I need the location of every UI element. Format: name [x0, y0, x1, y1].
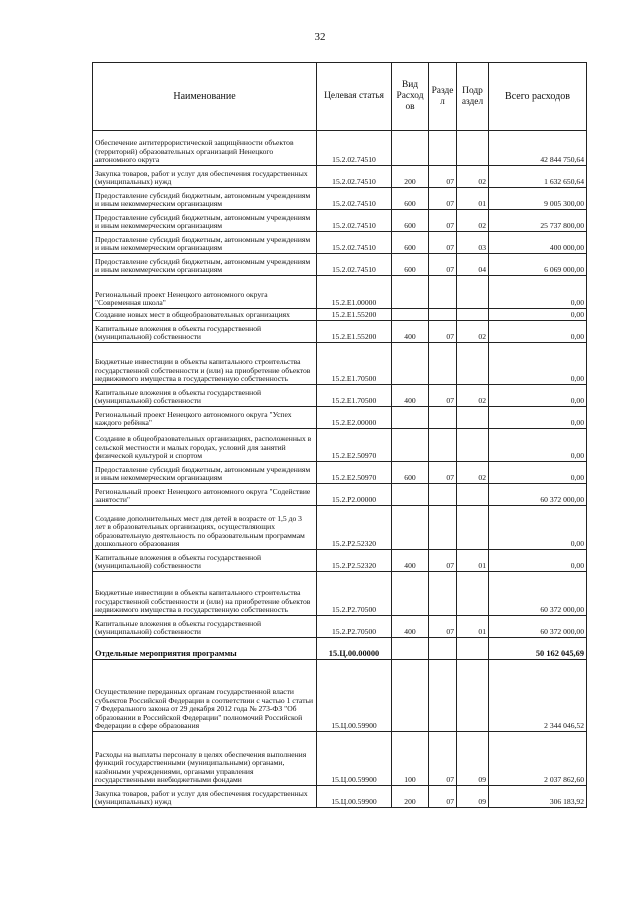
- table-row: [93, 660, 587, 732]
- table-row: [93, 506, 587, 550]
- row-podrazdel: 09: [457, 732, 489, 786]
- row-vid: [392, 309, 429, 321]
- row-vid: [392, 276, 429, 309]
- row-vid: 600: [392, 254, 429, 276]
- table-row: [93, 309, 587, 321]
- row-code: 15.2.02.74510: [317, 210, 392, 232]
- row-razdel: 07: [429, 254, 457, 276]
- row-razdel: 07: [429, 166, 457, 188]
- table-row: [93, 407, 587, 429]
- row-name: Предоставление субсидий бюджетным, автономным учреждениям и иным некоммерческим организациям: [93, 232, 317, 254]
- row-name: Бюджетные инвестиции в объекты капитального строительства государственной собственности и (или) на приобретение объектов недвижимого имущества в государственную собственность: [93, 572, 317, 616]
- row-razdel: 07: [429, 385, 457, 407]
- row-razdel: [429, 309, 457, 321]
- table-row: [93, 276, 587, 309]
- row-total: 60 372 000,00: [489, 616, 587, 638]
- row-podrazdel: [457, 276, 489, 309]
- row-total: 2 344 046,52: [489, 660, 587, 732]
- row-razdel: 07: [429, 550, 457, 572]
- table-row: [93, 616, 587, 638]
- table-row: [93, 786, 587, 808]
- row-name: Бюджетные инвестиции в объекты капитального строительства государственной собственности и (или) на приобретение объектов недвижимого имущества в государственную собственность: [93, 343, 317, 385]
- row-razdel: 07: [429, 786, 457, 808]
- table-row: [93, 254, 587, 276]
- table-header-row: [93, 63, 587, 131]
- row-code: 15.Ц.00.59900: [317, 660, 392, 732]
- row-name: Капитальные вложения в объекты государственной (муниципальной) собственности: [93, 550, 317, 572]
- row-code: 15.Ц.00.00000: [317, 638, 392, 660]
- row-podrazdel: 02: [457, 166, 489, 188]
- row-code: 15.2.02.74510: [317, 188, 392, 210]
- row-code: 15.Ц.00.59900: [317, 786, 392, 808]
- row-name: Региональный проект Ненецкого автономного округа "Современная школа": [93, 276, 317, 309]
- table-row: [93, 385, 587, 407]
- row-podrazdel: [457, 309, 489, 321]
- table-row: [93, 131, 587, 166]
- table-row: [93, 484, 587, 506]
- row-name: Отдельные мероприятия программы: [93, 638, 317, 660]
- row-razdel: [429, 343, 457, 385]
- row-total: 0,00: [489, 343, 587, 385]
- row-name: Создание новых мест в общеобразовательных организациях: [93, 309, 317, 321]
- row-vid: 200: [392, 786, 429, 808]
- row-podrazdel: [457, 506, 489, 550]
- row-total: 0,00: [489, 407, 587, 429]
- row-total: 42 844 750,64: [489, 131, 587, 166]
- row-total: 50 162 045,69: [489, 638, 587, 660]
- row-razdel: [429, 660, 457, 732]
- row-total: 60 372 000,00: [489, 572, 587, 616]
- row-podrazdel: 02: [457, 462, 489, 484]
- table-row: [93, 550, 587, 572]
- table-row: [93, 429, 587, 462]
- row-total: 0,00: [489, 550, 587, 572]
- row-name: Капитальные вложения в объекты государственной (муниципальной) собственности: [93, 616, 317, 638]
- row-podrazdel: 01: [457, 188, 489, 210]
- row-name: Осуществление переданных органам государственной власти субъектов Российской Федерации в соответствии с частью 1 статьи 7 Федерального закона от 29 декабря 2012 года № 273-ФЗ "Об образовании в Российской Федерации" полномочий Российской Федерации в сфере образования: [93, 660, 317, 732]
- row-code: 15.2.Е1.70500: [317, 343, 392, 385]
- row-vid: [392, 484, 429, 506]
- row-vid: [392, 343, 429, 385]
- row-total: 9 005 300,00: [489, 188, 587, 210]
- row-total: 2 037 862,60: [489, 732, 587, 786]
- row-name: Расходы на выплаты персоналу в целях обеспечения выполнения функций государственными (муниципальными) органами, казёнными учреждениями, органами управления государственными внебюджетными фондами: [93, 732, 317, 786]
- row-razdel: [429, 638, 457, 660]
- row-name: Предоставление субсидий бюджетным, автономным учреждениям и иным некоммерческим организациям: [93, 210, 317, 232]
- row-total: 0,00: [489, 506, 587, 550]
- row-code: 15.2.Е2.00000: [317, 407, 392, 429]
- row-name: Предоставление субсидий бюджетным, автономным учреждениям и иным некоммерческим организациям: [93, 462, 317, 484]
- row-podrazdel: 02: [457, 321, 489, 343]
- row-name: Региональный проект Ненецкого автономного округа "Содействие занятости": [93, 484, 317, 506]
- table-body: [93, 131, 587, 808]
- row-podrazdel: 09: [457, 786, 489, 808]
- row-razdel: 07: [429, 616, 457, 638]
- row-razdel: [429, 429, 457, 462]
- row-vid: 600: [392, 462, 429, 484]
- header-name: Наименование: [93, 63, 317, 131]
- row-name: Создание в общеобразовательных организациях, расположенных в сельской местности и малых городах, условий для занятий физической культурой и спортом: [93, 429, 317, 462]
- row-name: Предоставление субсидий бюджетным, автономным учреждениям и иным некоммерческим организациям: [93, 188, 317, 210]
- row-total: 400 000,00: [489, 232, 587, 254]
- row-podrazdel: [457, 343, 489, 385]
- row-razdel: [429, 506, 457, 550]
- row-name: Капитальные вложения в объекты государственной (муниципальной) собственности: [93, 385, 317, 407]
- row-podrazdel: [457, 429, 489, 462]
- row-vid: 200: [392, 166, 429, 188]
- header-code: Целевая статья: [317, 63, 392, 131]
- table-row: [93, 462, 587, 484]
- row-code: 15.2.02.74510: [317, 254, 392, 276]
- row-code: 15.2.Е1.00000: [317, 276, 392, 309]
- row-razdel: [429, 572, 457, 616]
- row-total: 0,00: [489, 309, 587, 321]
- row-total: 0,00: [489, 462, 587, 484]
- row-vid: 100: [392, 732, 429, 786]
- row-vid: [392, 572, 429, 616]
- table-row: [93, 638, 587, 660]
- row-podrazdel: 01: [457, 550, 489, 572]
- table-row: [93, 572, 587, 616]
- row-vid: 600: [392, 210, 429, 232]
- row-podrazdel: 01: [457, 616, 489, 638]
- row-total: 0,00: [489, 276, 587, 309]
- table-row: [93, 166, 587, 188]
- header-total: Всего расходов: [489, 63, 587, 131]
- table-row: [93, 210, 587, 232]
- table-row: [93, 188, 587, 210]
- row-vid: 400: [392, 550, 429, 572]
- row-code: 15.2.Р2.70500: [317, 572, 392, 616]
- page-number: 32: [314, 31, 326, 43]
- row-total: 60 372 000,00: [489, 484, 587, 506]
- header-vid: Вид Расход ов: [392, 63, 429, 131]
- expenditure-table: [92, 62, 587, 808]
- row-code: 15.2.Р2.70500: [317, 616, 392, 638]
- row-vid: [392, 660, 429, 732]
- table-row: [93, 343, 587, 385]
- row-name: Закупка товаров, работ и услуг для обеспечения государственных (муниципальных) нужд: [93, 786, 317, 808]
- row-vid: [392, 638, 429, 660]
- header-podrazdel: Подр аздел: [457, 63, 489, 131]
- row-name: Закупка товаров, работ и услуг для обеспечения государственных (муниципальных) нужд: [93, 166, 317, 188]
- row-total: 0,00: [489, 429, 587, 462]
- row-total: 306 183,92: [489, 786, 587, 808]
- row-total: 0,00: [489, 385, 587, 407]
- row-code: 15.2.Е2.50970: [317, 429, 392, 462]
- row-podrazdel: [457, 484, 489, 506]
- row-total: 25 737 800,00: [489, 210, 587, 232]
- row-vid: [392, 506, 429, 550]
- row-code: 15.2.Р2.52320: [317, 550, 392, 572]
- row-razdel: [429, 276, 457, 309]
- row-podrazdel: [457, 660, 489, 732]
- row-total: 6 069 000,00: [489, 254, 587, 276]
- row-razdel: 07: [429, 210, 457, 232]
- table-row: [93, 232, 587, 254]
- row-razdel: [429, 484, 457, 506]
- header-razdel: Разде л: [429, 63, 457, 131]
- row-name: Региональный проект Ненецкого автономного округа "Успех каждого ребёнка": [93, 407, 317, 429]
- row-name: Обеспечение антитеррористической защищённости объектов (территорий) образовательных организаций Ненецкого автономного округа: [93, 131, 317, 166]
- row-podrazdel: [457, 638, 489, 660]
- row-razdel: [429, 407, 457, 429]
- row-razdel: 07: [429, 321, 457, 343]
- row-vid: 600: [392, 188, 429, 210]
- row-name: Предоставление субсидий бюджетным, автономным учреждениям и иным некоммерческим организациям: [93, 254, 317, 276]
- row-code: 15.Ц.00.59900: [317, 732, 392, 786]
- table-row: [93, 321, 587, 343]
- row-podrazdel: 02: [457, 385, 489, 407]
- row-podrazdel: 03: [457, 232, 489, 254]
- row-vid: [392, 407, 429, 429]
- row-code: 15.2.Е1.55200: [317, 321, 392, 343]
- row-total: 0,00: [489, 321, 587, 343]
- row-razdel: [429, 131, 457, 166]
- row-code: 15.2.02.74510: [317, 131, 392, 166]
- row-code: 15.2.Р2.52320: [317, 506, 392, 550]
- row-podrazdel: [457, 407, 489, 429]
- row-code: 15.2.Е2.50970: [317, 462, 392, 484]
- row-vid: 400: [392, 385, 429, 407]
- row-razdel: 07: [429, 732, 457, 786]
- row-podrazdel: 04: [457, 254, 489, 276]
- row-vid: [392, 131, 429, 166]
- row-razdel: 07: [429, 462, 457, 484]
- row-podrazdel: [457, 131, 489, 166]
- row-code: 15.2.Р2.00000: [317, 484, 392, 506]
- row-code: 15.2.Е1.55200: [317, 309, 392, 321]
- row-vid: [392, 429, 429, 462]
- row-vid: 400: [392, 321, 429, 343]
- row-vid: 400: [392, 616, 429, 638]
- row-code: 15.2.02.74510: [317, 232, 392, 254]
- row-podrazdel: 02: [457, 210, 489, 232]
- row-vid: 600: [392, 232, 429, 254]
- row-code: 15.2.02.74510: [317, 166, 392, 188]
- row-name: Капитальные вложения в объекты государственной (муниципальной) собственности: [93, 321, 317, 343]
- row-podrazdel: [457, 572, 489, 616]
- row-total: 1 632 650,64: [489, 166, 587, 188]
- row-razdel: 07: [429, 188, 457, 210]
- row-razdel: 07: [429, 232, 457, 254]
- row-name: Создание дополнительных мест для детей в возрасте от 1,5 до 3 лет в образовательных организациях, осуществляющих образовательную деятельность по образовательным программам дошкольного образования: [93, 506, 317, 550]
- table-row: [93, 732, 587, 786]
- row-code: 15.2.Е1.70500: [317, 385, 392, 407]
